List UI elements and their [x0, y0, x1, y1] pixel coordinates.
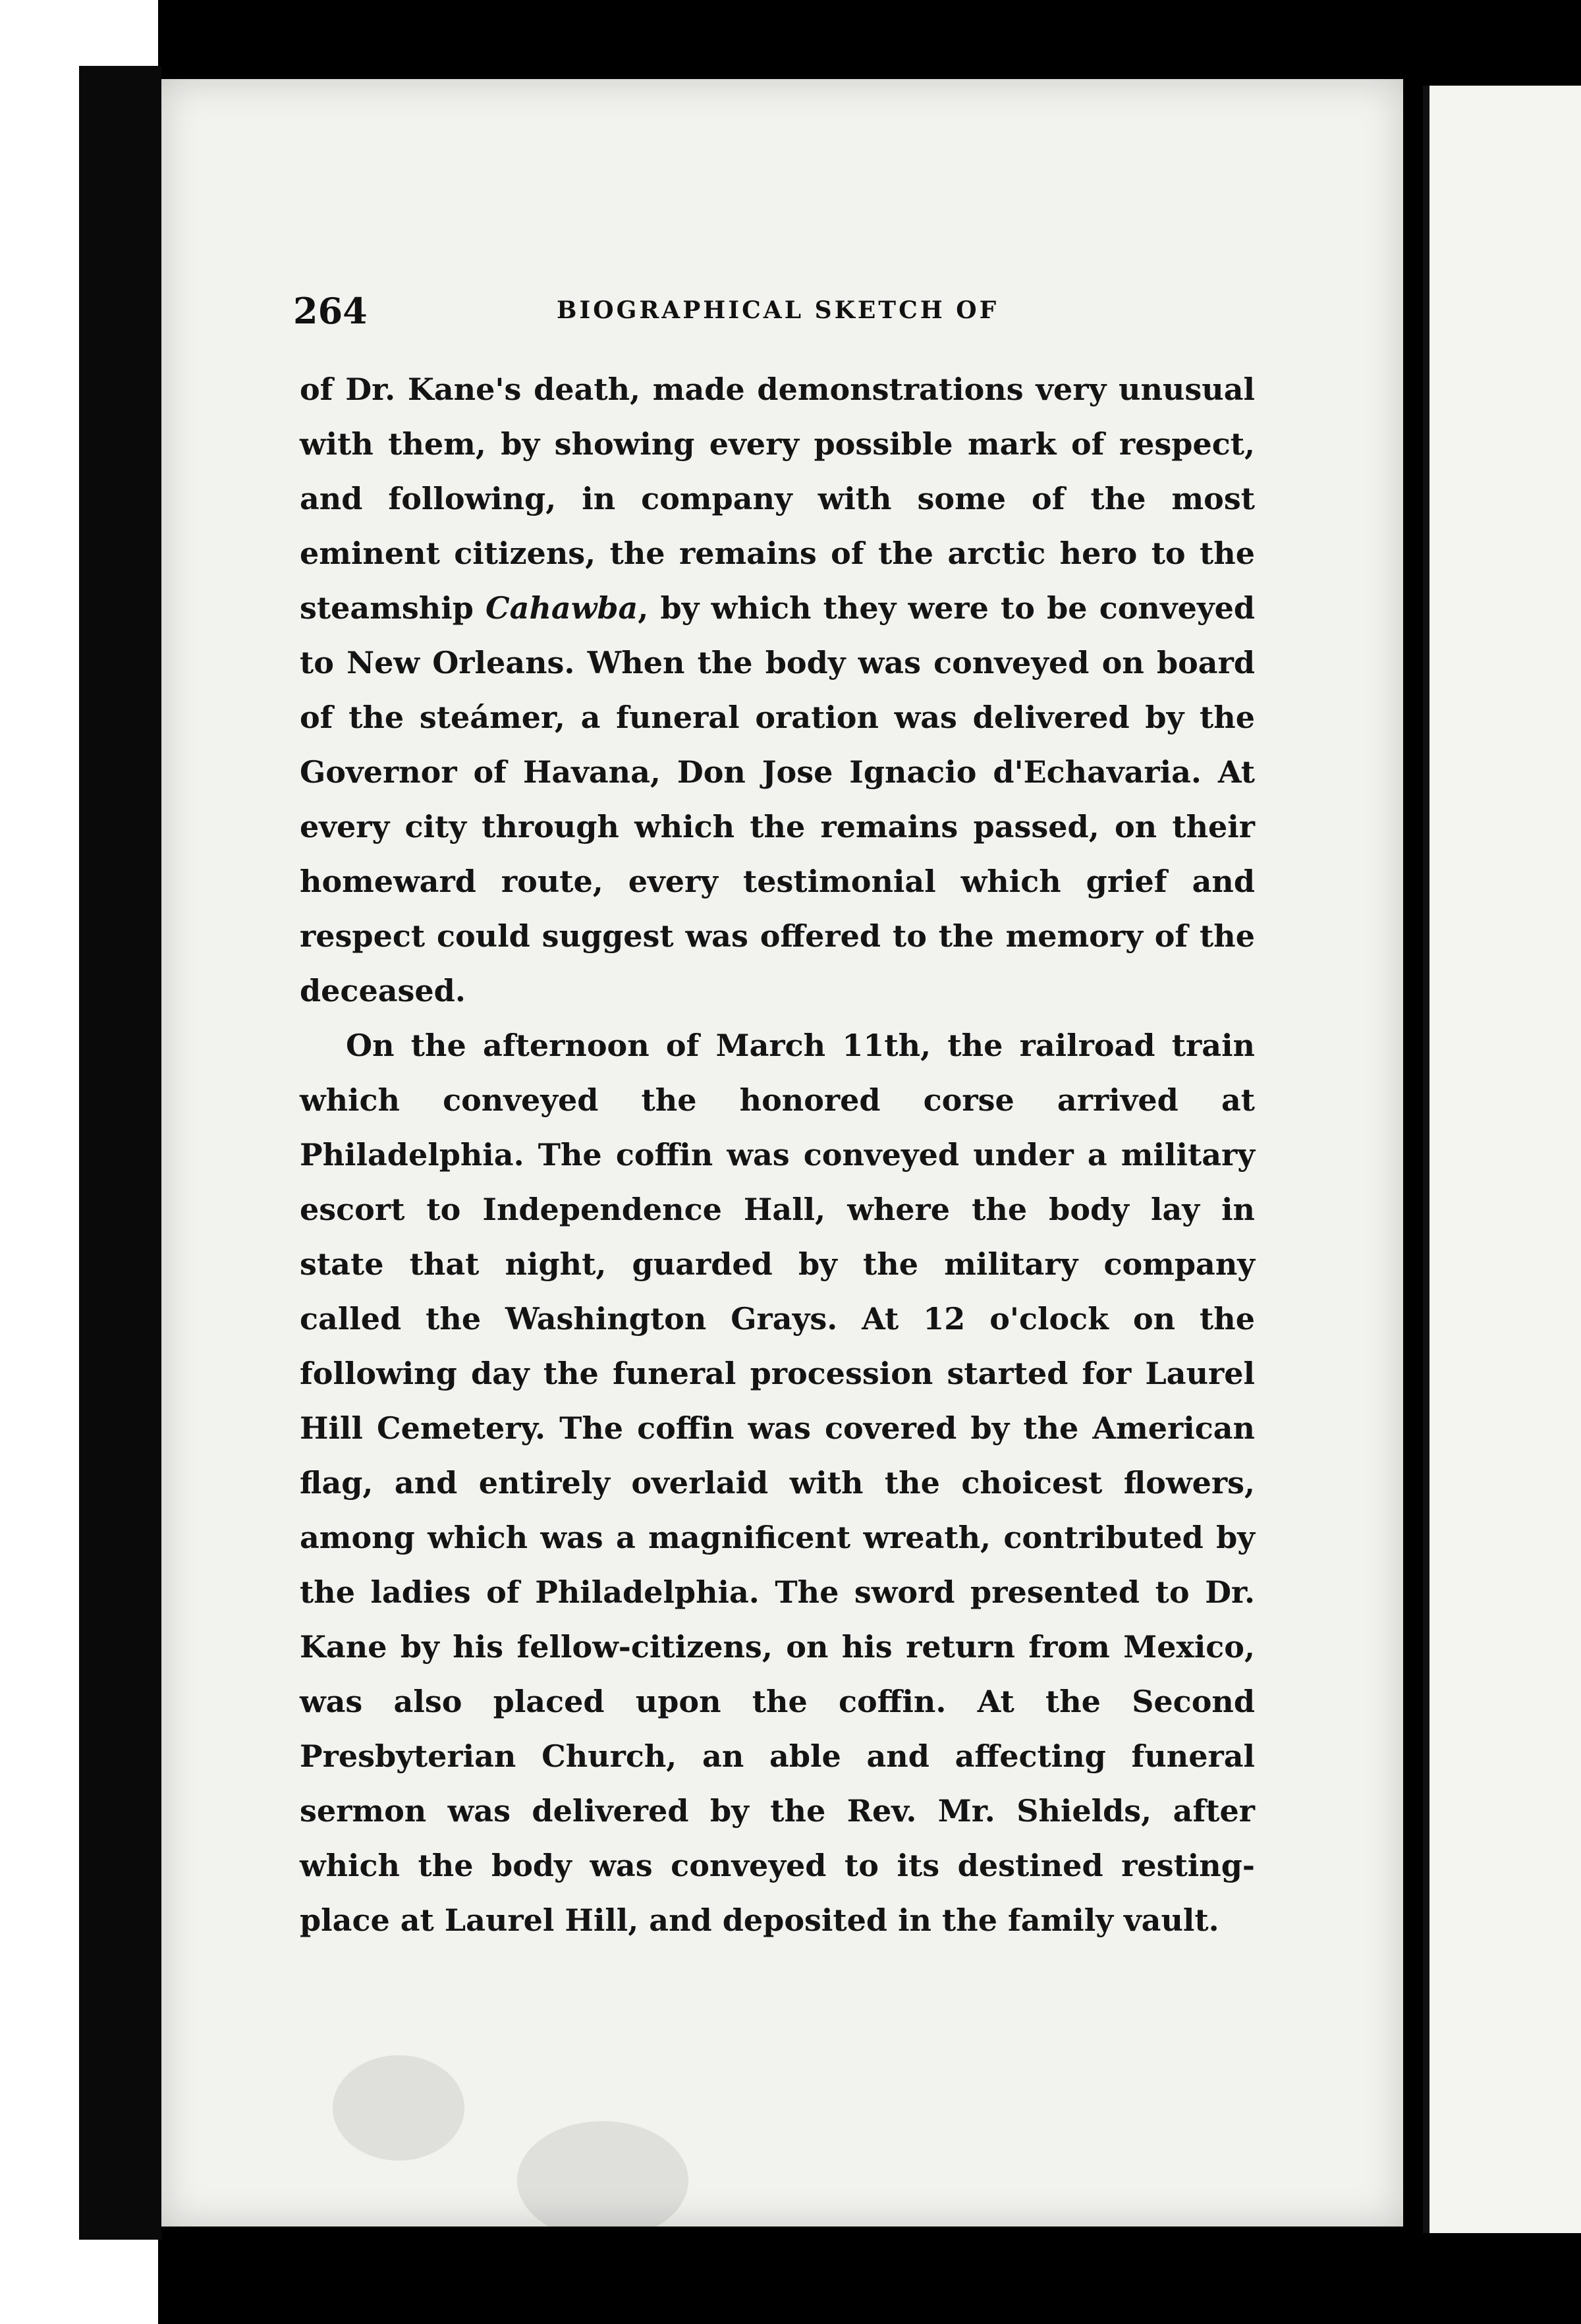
running-head: BIOGRAPHICAL SKETCH OF	[557, 296, 999, 324]
page-stain	[517, 2121, 688, 2240]
book-binding-edge	[79, 66, 161, 2240]
paragraph-1	[300, 362, 1255, 1018]
ship-name: Cahawba	[485, 590, 638, 626]
paragraph-1-start: of Dr. Kane's death, made demonstrations very unusual with them, by showing every possible mark of respect, and following, in company with some of the most eminent citizens, the remains of the arctic hero to the steamship	[300, 372, 1255, 626]
book-page	[161, 79, 1403, 2227]
page-stain	[333, 2055, 464, 2161]
paragraph-1-end: , by which they were to be conveyed to New Orleans. When the body was conveyed on board of the steámer, a funeral oration was delivered by the Governor of Havana, Don Jose Ignacio d'Echavaria. At every city through which the remains passed, on their homeward route, every testimonial which grief and respect could suggest was offered to the memory of the deceased.	[300, 590, 1256, 1009]
page-body	[300, 362, 1255, 1948]
page-header	[293, 290, 1136, 343]
paragraph-2: On the afternoon of March 11th, the railroad train which conveyed the honored corse arrived at Philadelphia. The coffin was conveyed under a military escort to Independence Hall, where the body lay in state that night, guarded by the military company called the Washington Grays. At 12 o'clock on the following day the funeral procession started for Laurel Hill Cemetery. The coffin was covered by the American flag, and entirely overlaid with the choicest flowers, among which was a magnificent wreath, contributed by the ladies of Philadelphia. The sword presented to Dr. Kane by his fellow-citizens, on his return from Mexico, was also placed upon the coffin. At the Second Presbyterian Church, an able and affecting funeral sermon was delivered by the Rev. Mr. Shields, after which the body was conveyed to its destined resting-place at Laurel Hill, and deposited in the family vault.	[300, 1028, 1255, 1938]
facing-page-edge	[1423, 86, 1581, 2233]
page-number: 264	[293, 290, 368, 332]
